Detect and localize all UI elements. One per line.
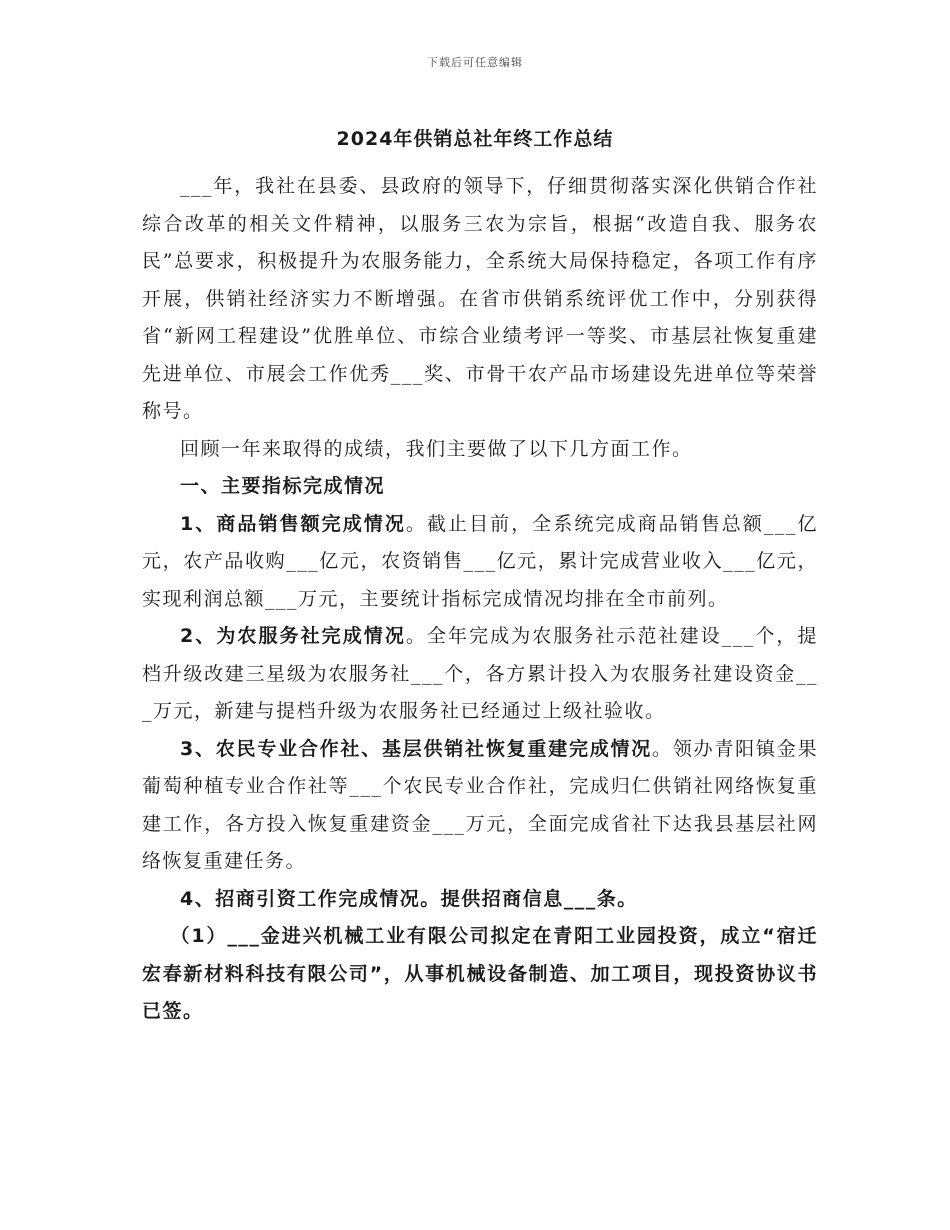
item2-text: 。全年完成为农服务社示范社建设___个，提档升级改建三星级为农服务社___个，各方累计投入为农服务社建设资金___万元，新建与提档升级为农服务社已经通过上级社验收。 [142,625,818,722]
item2-lead: 2、为农服务社完成情况 [180,625,406,647]
document-title: 2024年供销总社年终工作总结 [336,128,614,150]
document-body [142,168,818,1031]
item3-text: 。领办青阳镇金果葡萄种植专业合作社等___个农民专业合作社，完成归仁供销社网络恢复重建工作，各方投入恢复重建资金___万元，全面完成省社下达我县基层社网络恢复重建任务。 [142,737,818,872]
review-paragraph: 回顾一年来取得的成绩，我们主要做了以下几方面工作。 [180,437,693,460]
item4-paragraph: 4、招商引资工作完成情况。提供招商信息___条。 [180,887,638,910]
section1-heading: 一、主要指标完成情况 [180,475,386,497]
header-note: 下载后可任意编辑 [427,56,523,69]
item3-paragraph [142,731,818,881]
item2-paragraph [142,618,818,731]
item1-lead: 1、商品销售额完成情况 [180,512,406,535]
item3-lead: 3、农民专业合作社、基层供销社恢复重建完成情况 [180,737,653,760]
item4-sub1-paragraph: （1）___金进兴机械工业有限公司拟定在青阳工业园投资，成立“宿迁宏春新材料科技有限公司”，从事机械设备制造、加工项目，现投资协议书已签。 [142,925,818,1022]
item1-paragraph [142,506,818,619]
item1-text: 。截止目前，全系统完成商品销售总额___亿元，农产品收购___亿元，农资销售___亿元，累计完成营业收入___亿元，实现利润总额___万元，主要统计指标完成情况均排在全市前列。 [142,512,818,610]
intro-paragraph: ___年，我社在县委、县政府的领导下，仔细贯彻落实深化供销合作社综合改革的相关文件精神，以服务三农为宗旨，根据“改造自我、服务农民”总要求，积极提升为农服务能力，全系统大局保持稳定，各项工作有序开展，供销社经济实力不断增强。在省市供销系统评优工作中，分别获得省“新网工程建设”优胜单位、市综合业绩考评一等奖、市基层社恢复重建先进单位、市展会工作优秀___奖、市骨干农产品市场建设先进单位等荣誉称号。 [142,175,818,422]
